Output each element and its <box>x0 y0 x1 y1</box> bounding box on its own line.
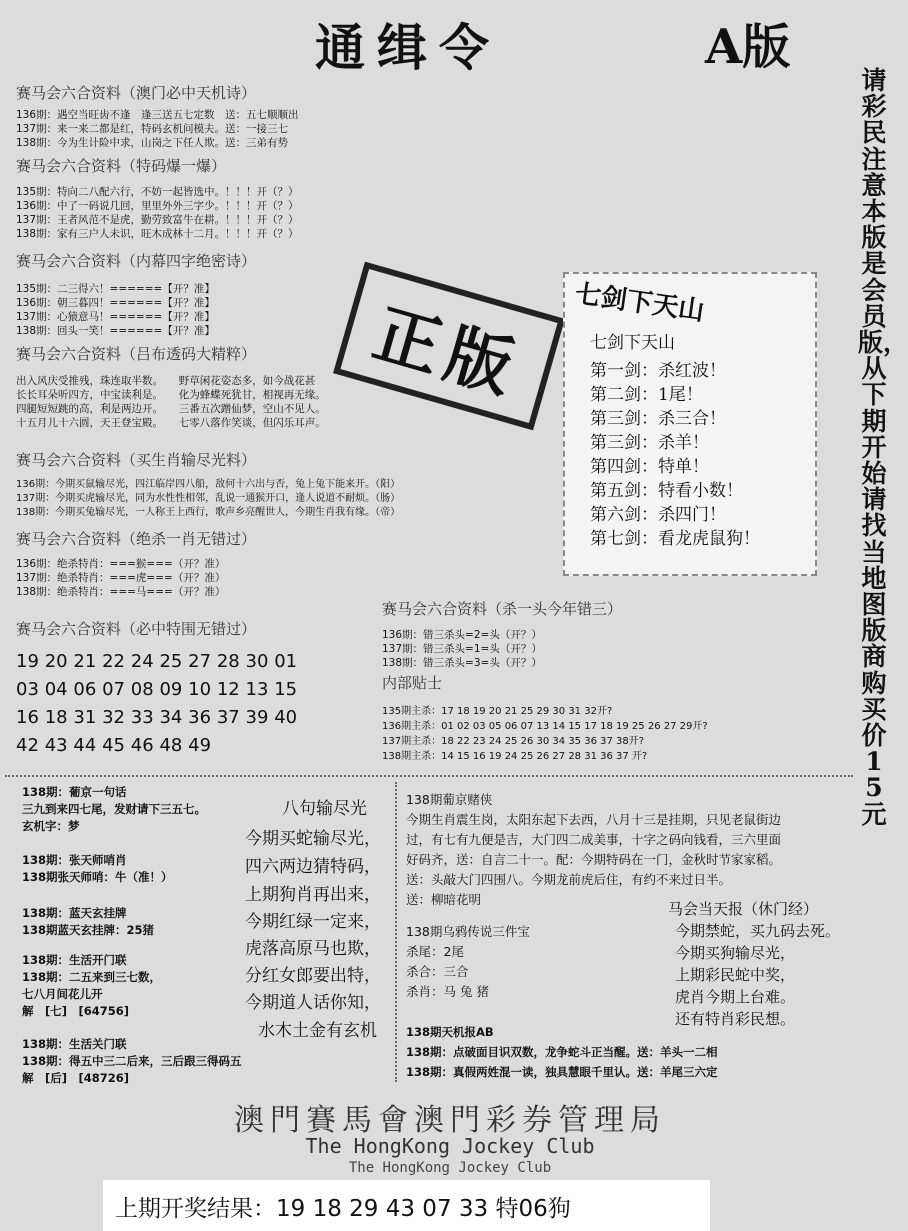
line: 138期：葡京一句话 <box>22 785 127 799</box>
line: 138期：回头一笑！======【开？准】 <box>16 325 215 337</box>
sword-item: 第五剑：特看小数！ <box>590 481 743 501</box>
line: 138期：今期买兔输尽光，一人称王上西行，歌声乡亮醒世人，今期生肖我有缘。（帝） <box>16 507 401 518</box>
line: 解 [七] [64756] <box>22 1004 130 1018</box>
number: 32 <box>102 707 125 728</box>
line: 138期主杀：14 15 16 19 24 25 26 27 28 31 36 37 开? <box>382 751 648 762</box>
number: 34 <box>159 707 183 728</box>
line: 138期：生活开门联 <box>22 953 127 967</box>
number: 44 <box>73 735 97 756</box>
line: 138期：点破面目识双数，龙争蛇斗正当醒。送：羊头一二相 <box>406 1045 718 1059</box>
number: 48 <box>159 735 183 756</box>
line: 138期：蓝天玄挂牌 <box>22 906 127 920</box>
sword-item: 第一剑：杀红波！ <box>590 361 726 381</box>
number: 27 <box>188 651 212 672</box>
number: 13 <box>245 679 269 700</box>
number-row <box>16 704 303 732</box>
section-lines <box>16 108 299 150</box>
poem-line: 今期禁蛇，买九码去死。 <box>675 922 841 940</box>
block <box>406 922 530 1002</box>
section-title: 赛马会六合资料（绝杀一肖无错过） <box>16 530 257 548</box>
line: 138期：家有三户人未识，旺木成林十二月。！！！开（？） <box>16 228 299 240</box>
line: 138期：错三杀头=3=头（开？） <box>382 657 542 669</box>
number: 08 <box>130 679 154 700</box>
number: 07 <box>102 679 125 700</box>
footer-english: The HongKong Jockey Club <box>305 1134 595 1158</box>
number: 39 <box>245 707 269 728</box>
line: 138期葡京赌侠 <box>406 792 493 807</box>
number: 03 <box>16 679 39 700</box>
sword-item: 第四剑：特单！ <box>590 457 709 477</box>
line: 136期：遇空当旺齿不逢 逢三送五七定数 送：五七顺顺出 <box>16 109 299 121</box>
number: 06 <box>73 679 97 700</box>
block <box>406 790 781 910</box>
line: 七八月间花儿开 <box>22 987 103 1001</box>
line: 今期生肖震生岗，太阳东起下去西，八月十三是挂期，只见老鼠街边 <box>406 812 782 827</box>
number: 20 <box>44 651 68 672</box>
section-lines <box>16 557 225 599</box>
footer-english-small: The HongKong Jockey Club <box>348 1160 552 1176</box>
last-draw-result: 上期开奖结果：19 18 29 43 07 33 特06狗 <box>115 1196 571 1222</box>
line: 138期：绝杀特肖：===马===（开？准） <box>16 586 226 598</box>
number: 18 <box>44 707 68 728</box>
line: 138期天机报AB <box>406 1025 494 1039</box>
line: 138期乌鸦传说三件宝 <box>406 924 530 939</box>
number: 42 <box>16 735 39 756</box>
line: 好码齐，送：自言二十一。配：今期特码在一门，金秋时节家家稻。 <box>406 852 782 867</box>
number: 40 <box>274 707 298 728</box>
poem-line: 水木土金有玄机 <box>258 1021 377 1041</box>
footer-organization: 澳門賽馬會澳門彩券管理局 <box>234 1103 666 1138</box>
poem-line: 四六两边猜特码， <box>245 857 381 877</box>
block <box>22 852 173 886</box>
line: 137期：心猿意马！======【开？准】 <box>16 311 215 323</box>
sword-item: 第三剑：杀三合！ <box>590 409 726 429</box>
line: 解 [后] [48726] <box>22 1071 130 1085</box>
line: 137期：今期买虎输尽光，同为水性性相邻，乱说一通猴开口，逢人说道不耐烦。（肠） <box>16 493 401 504</box>
line: 136期主杀：01 02 03 05 06 07 13 14 15 17 18 19 25 26 27 29开? <box>382 721 708 732</box>
line: 杀肖：马 兔 猪 <box>406 984 489 999</box>
line: 137期：来一来二都是红，特码玄机问模夫。送：一接三七 <box>16 123 289 135</box>
line: 杀尾：2尾 <box>406 944 464 959</box>
number: 09 <box>159 679 183 700</box>
line: 138期：二五来到三七数， <box>22 970 162 984</box>
section-lines <box>16 282 215 338</box>
number-grid <box>16 648 303 760</box>
number: 31 <box>73 707 97 728</box>
line: 136期：绝杀特肖：===猴===（开？准） <box>16 558 226 570</box>
number: 30 <box>245 651 269 672</box>
number: 46 <box>130 735 154 756</box>
section-title: 赛马会六合资料（内幕四字绝密诗） <box>16 252 257 270</box>
number-row <box>16 676 303 704</box>
divider <box>5 775 853 777</box>
line: 136期：中了一码说几回，里里外外三字少。！！！开（？） <box>16 200 299 212</box>
block <box>22 952 161 1020</box>
line: 135期主杀：17 18 19 20 21 25 29 30 31 32开? <box>382 706 613 717</box>
section-title: 赛马会六合资料（澳门必中天机诗） <box>16 84 257 102</box>
block <box>406 1022 718 1082</box>
section-title: 赛马会六合资料（杀一头今年错三） <box>382 600 623 618</box>
poem-line: 八句输尽光 <box>282 799 367 819</box>
line: 137期：错三杀头=1=头（开？） <box>382 643 542 655</box>
page-title: 通缉令 <box>315 18 501 77</box>
number: 45 <box>102 735 125 756</box>
line: 三九到来四七尾，发财请下三五七。 <box>22 802 206 816</box>
poem-line: 今期买狗输尽光， <box>675 944 796 962</box>
side-notice: 请彩民注意本版是会员版，从下期开始请找当地图版商购买价15元 <box>858 66 908 829</box>
line: 138期：得五中三二后来，三后跟三得码五 <box>22 1054 242 1068</box>
number: 24 <box>130 651 154 672</box>
line: 137期：绝杀特肖：===虎===（开？准） <box>16 572 226 584</box>
edition-label: A版 <box>705 19 791 75</box>
sword-item: 第二剑：1尾！ <box>590 385 703 405</box>
section-lines <box>16 478 400 520</box>
seven-swords-subtitle: 七剑下天山 <box>590 333 675 353</box>
number: 25 <box>159 651 183 672</box>
line: 136期：错三杀头=2=头（开？） <box>382 629 542 641</box>
sword-item: 第六剑：杀四门！ <box>590 505 726 525</box>
section-title: 赛马会六合资料（必中特围无错过） <box>16 620 257 638</box>
authentic-stamp: 正版 <box>333 262 565 431</box>
number: 19 <box>16 651 39 672</box>
line: 137期：王者风范不是虎，勤劳致富牛在耕。！！！开（？） <box>16 214 299 226</box>
section-lines <box>16 374 326 430</box>
section-lines <box>16 185 299 241</box>
divider <box>395 782 397 1082</box>
number: 21 <box>73 651 97 672</box>
poem-line: 上期狗肖再出来， <box>245 885 381 905</box>
line: 出入风庆受推残，珠连取半数。 野草闲花姿态多，如今战花甚 <box>16 375 316 387</box>
line: 138期张天师哨：牛（准！） <box>22 870 173 884</box>
line: 136期：朝三暮四！======【开？准】 <box>16 297 215 309</box>
poem-line: 分红女郎要出特， <box>245 966 381 986</box>
number: 37 <box>216 707 240 728</box>
number: 15 <box>274 679 298 700</box>
block <box>22 905 154 939</box>
line: 十五月儿十六圆，天王登宝殿。 七零八落作笑谈，但闪乐耳声。 <box>16 417 326 429</box>
line: 136期：今期买鼠输尽光，四江临岸四八船，敌何十六出与否，兔上兔下能来开。（阳） <box>16 479 401 490</box>
section-title: 赛马会六合资料（买生肖输尽光料） <box>16 451 257 469</box>
line: 杀合：三合 <box>406 964 469 979</box>
sword-item: 第七剑：看龙虎鼠狗！ <box>590 529 760 549</box>
number: 04 <box>44 679 68 700</box>
line: 138期：真假两姓混一读，独具慧眼千里认。送：羊尾三六定 <box>406 1065 718 1079</box>
sword-item: 第三剑：杀羊！ <box>590 433 709 453</box>
line: 玄机字：梦 <box>22 819 80 833</box>
number: 22 <box>102 651 125 672</box>
line: 四腿短短跳的高，利是两边开。 三番五次蹭仙梦，空山不见人。 <box>16 403 326 415</box>
number: 01 <box>274 651 298 672</box>
seven-swords-title: 七剑下天山 <box>573 279 707 327</box>
poem-line: 上期彩民蛇中奖， <box>675 966 796 984</box>
line: 138期：生活关门联 <box>22 1037 127 1051</box>
section-title: 内部贴士 <box>382 674 443 692</box>
number: 10 <box>188 679 212 700</box>
section-lines <box>382 704 708 764</box>
section-lines <box>382 628 542 670</box>
number-row <box>16 732 303 760</box>
number: 33 <box>130 707 154 728</box>
line: 138期：今为生计险中求，山岗之下任人欺。送：三弟有势 <box>16 137 289 149</box>
line: 过，有七有九便是吉，大门四二成美事，十字之码向钱看，三六里面 <box>406 832 782 847</box>
number: 28 <box>216 651 240 672</box>
block <box>22 784 206 835</box>
section-title: 赛马会六合资料（特码爆一爆） <box>16 157 227 175</box>
poem-line: 虎落高原马也欺， <box>245 939 381 959</box>
number: 43 <box>44 735 68 756</box>
section-title: 赛马会六合资料（吕布透码大精粹） <box>16 345 257 363</box>
number: 49 <box>188 735 212 756</box>
line: 135期：特向二八配六行，不妨一起皆选中。！！！开（？） <box>16 186 299 198</box>
line: 送：柳暗花明 <box>406 892 482 907</box>
poem-line: 今期道人话你知， <box>245 993 381 1013</box>
poem-line: 马会当天报（休门经） <box>668 900 819 918</box>
number: 36 <box>188 707 212 728</box>
poem-line: 虎肖今期上台难。 <box>675 988 796 1006</box>
line: 135期：二三得六！======【开？准】 <box>16 283 215 295</box>
line: 送：头敲大门四围八。今期龙前虎后住，有约不来过日半。 <box>406 872 732 887</box>
line: 138期蓝天玄挂牌：25猪 <box>22 923 155 937</box>
line: 137期主杀：18 22 23 24 25 26 30 34 35 36 37 38开? <box>382 736 645 747</box>
number: 12 <box>216 679 240 700</box>
poem-line: 还有特肖彩民想。 <box>675 1010 796 1028</box>
number: 16 <box>16 707 39 728</box>
block <box>22 1036 242 1087</box>
number-row <box>16 648 303 676</box>
poem-line: 今期红绿一定来， <box>245 912 381 932</box>
line: 138期：张天师哨肖 <box>22 853 127 867</box>
poem-line: 今期买蛇输尽光， <box>245 829 381 849</box>
line: 长长耳朵听四方，中宝读利是。 化为蜂蝶死犹甘，相视再无缘。 <box>16 389 326 401</box>
